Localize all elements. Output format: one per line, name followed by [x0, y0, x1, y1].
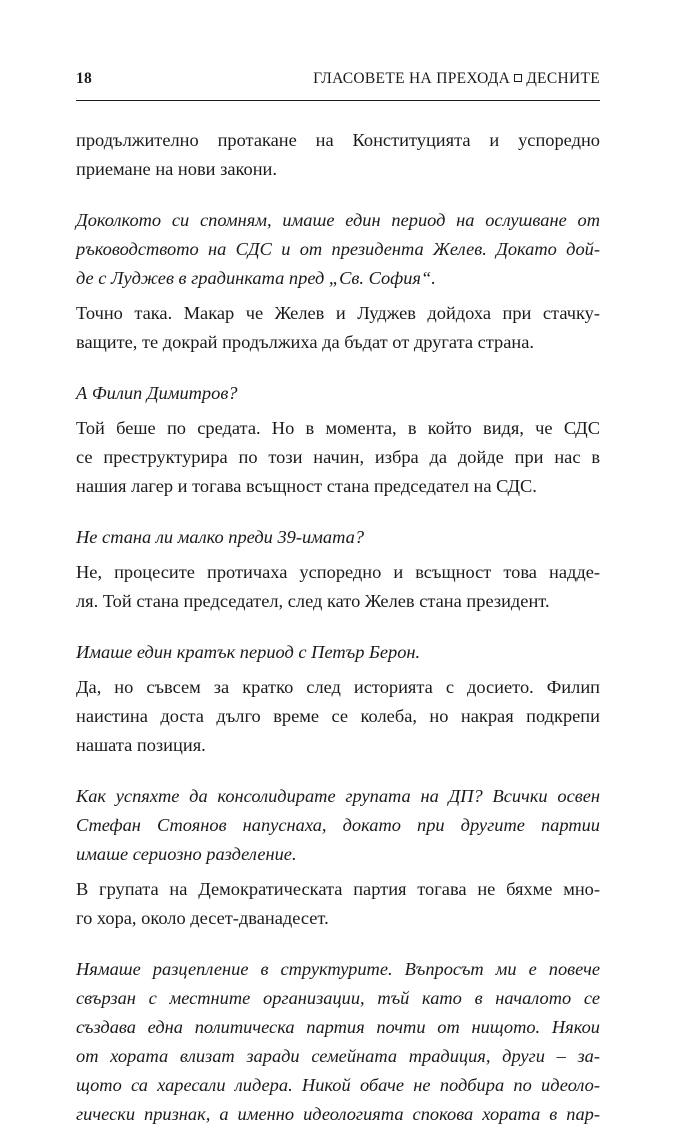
interview-answer [76, 299, 600, 357]
page-body [76, 126, 600, 1129]
interview-answer [76, 558, 600, 616]
text-line: свързан с местните организации, тъй като в началото се [76, 988, 600, 1008]
text-line: ля. Той стана председател, след като Желев стана президент. [76, 591, 550, 611]
text-line: наистина доста дълго време се колеба, но накрая подкрепи [76, 706, 600, 726]
text-line: Как успяхте да консолидирате групата на ДП? Всички освен [76, 786, 600, 806]
interview-question [76, 638, 600, 667]
text-line: Не, процесите протичаха успоредно и всъщност това надде- [76, 562, 600, 582]
interview-question [76, 523, 600, 552]
page-number: 18 [76, 70, 93, 87]
text-line: Не стана ли малко преди 39-имата? [76, 527, 365, 547]
text-line: де с Луджев в градинката пред „Св. София“. [76, 268, 436, 288]
text-line: се преструктурира по този начин, избра да дойде при нас в [76, 447, 600, 467]
interview-answer [76, 875, 600, 933]
text-line: имаше сериозно разделение. [76, 844, 297, 864]
text-line: Стефан Стоянов напуснаха, докато при другите партии [76, 815, 600, 835]
text-line: Да, но съвсем за кратко след историята с досието. Филип [76, 677, 600, 697]
text-line: ръководството на СДС и от президента Желев. Докато дой- [76, 239, 600, 259]
running-title-left: ГЛАСОВЕТЕ НА ПРЕХОДА [313, 70, 511, 87]
paragraph-gap [76, 616, 600, 638]
text-line: нашия лагер и тогава всъщност стана председател на СДС. [76, 476, 537, 496]
text-line: го хора, около десет-дванадесет. [76, 908, 329, 928]
running-title-right: ДЕСНИТЕ [526, 70, 600, 87]
text-line: приемане на нови закони. [76, 159, 277, 179]
text-line: В групата на Демократическата партия тогава не бяхме мно- [76, 879, 600, 899]
paragraph-gap [76, 184, 600, 206]
interview-question [76, 206, 600, 293]
text-line: нашата позиция. [76, 735, 206, 755]
text-line: продължително протакане на Конституцията и успоредно [76, 130, 600, 150]
interview-question [76, 782, 600, 869]
interview-question [76, 379, 600, 408]
text-line: щото са харесали лидера. Никой обаче не подбира по идеоло- [76, 1075, 600, 1095]
text-line: Той беше по средата. Но в момента, в който видя, че СДС [76, 418, 600, 438]
text-line: от хората влизат заради семейната традиция, други – за- [76, 1046, 600, 1066]
text-line: Точно така. Макар че Желев и Луджев дойдоха при стачку- [76, 303, 600, 323]
header-rule [76, 100, 600, 101]
interview-question [76, 955, 600, 1129]
paragraph-gap [76, 760, 600, 782]
text-line: ващите, те докрай продължиха да бъдат от другата страна. [76, 332, 535, 352]
text-line: гически признак, а именно идеологията спокова хората в пар- [76, 1104, 600, 1124]
square-separator-icon [514, 74, 522, 82]
text-line: А Филип Димитров? [76, 383, 238, 403]
running-title [313, 70, 600, 88]
interview-answer [76, 414, 600, 501]
paragraph-gap [76, 501, 600, 523]
text-line: Доколкото си спомням, имаше един период на ослушване от [76, 210, 600, 230]
running-header [76, 70, 600, 94]
interview-answer [76, 126, 600, 184]
paragraph-gap [76, 933, 600, 955]
text-line: Имаше един кратък период с Петър Берон. [76, 642, 421, 662]
text-line: създава една политическа партия почти от нищото. Някои [76, 1017, 600, 1037]
interview-answer [76, 673, 600, 760]
paragraph-gap [76, 357, 600, 379]
text-line: Нямаше разцепление в структурите. Въпросът ми е повече [76, 959, 600, 979]
